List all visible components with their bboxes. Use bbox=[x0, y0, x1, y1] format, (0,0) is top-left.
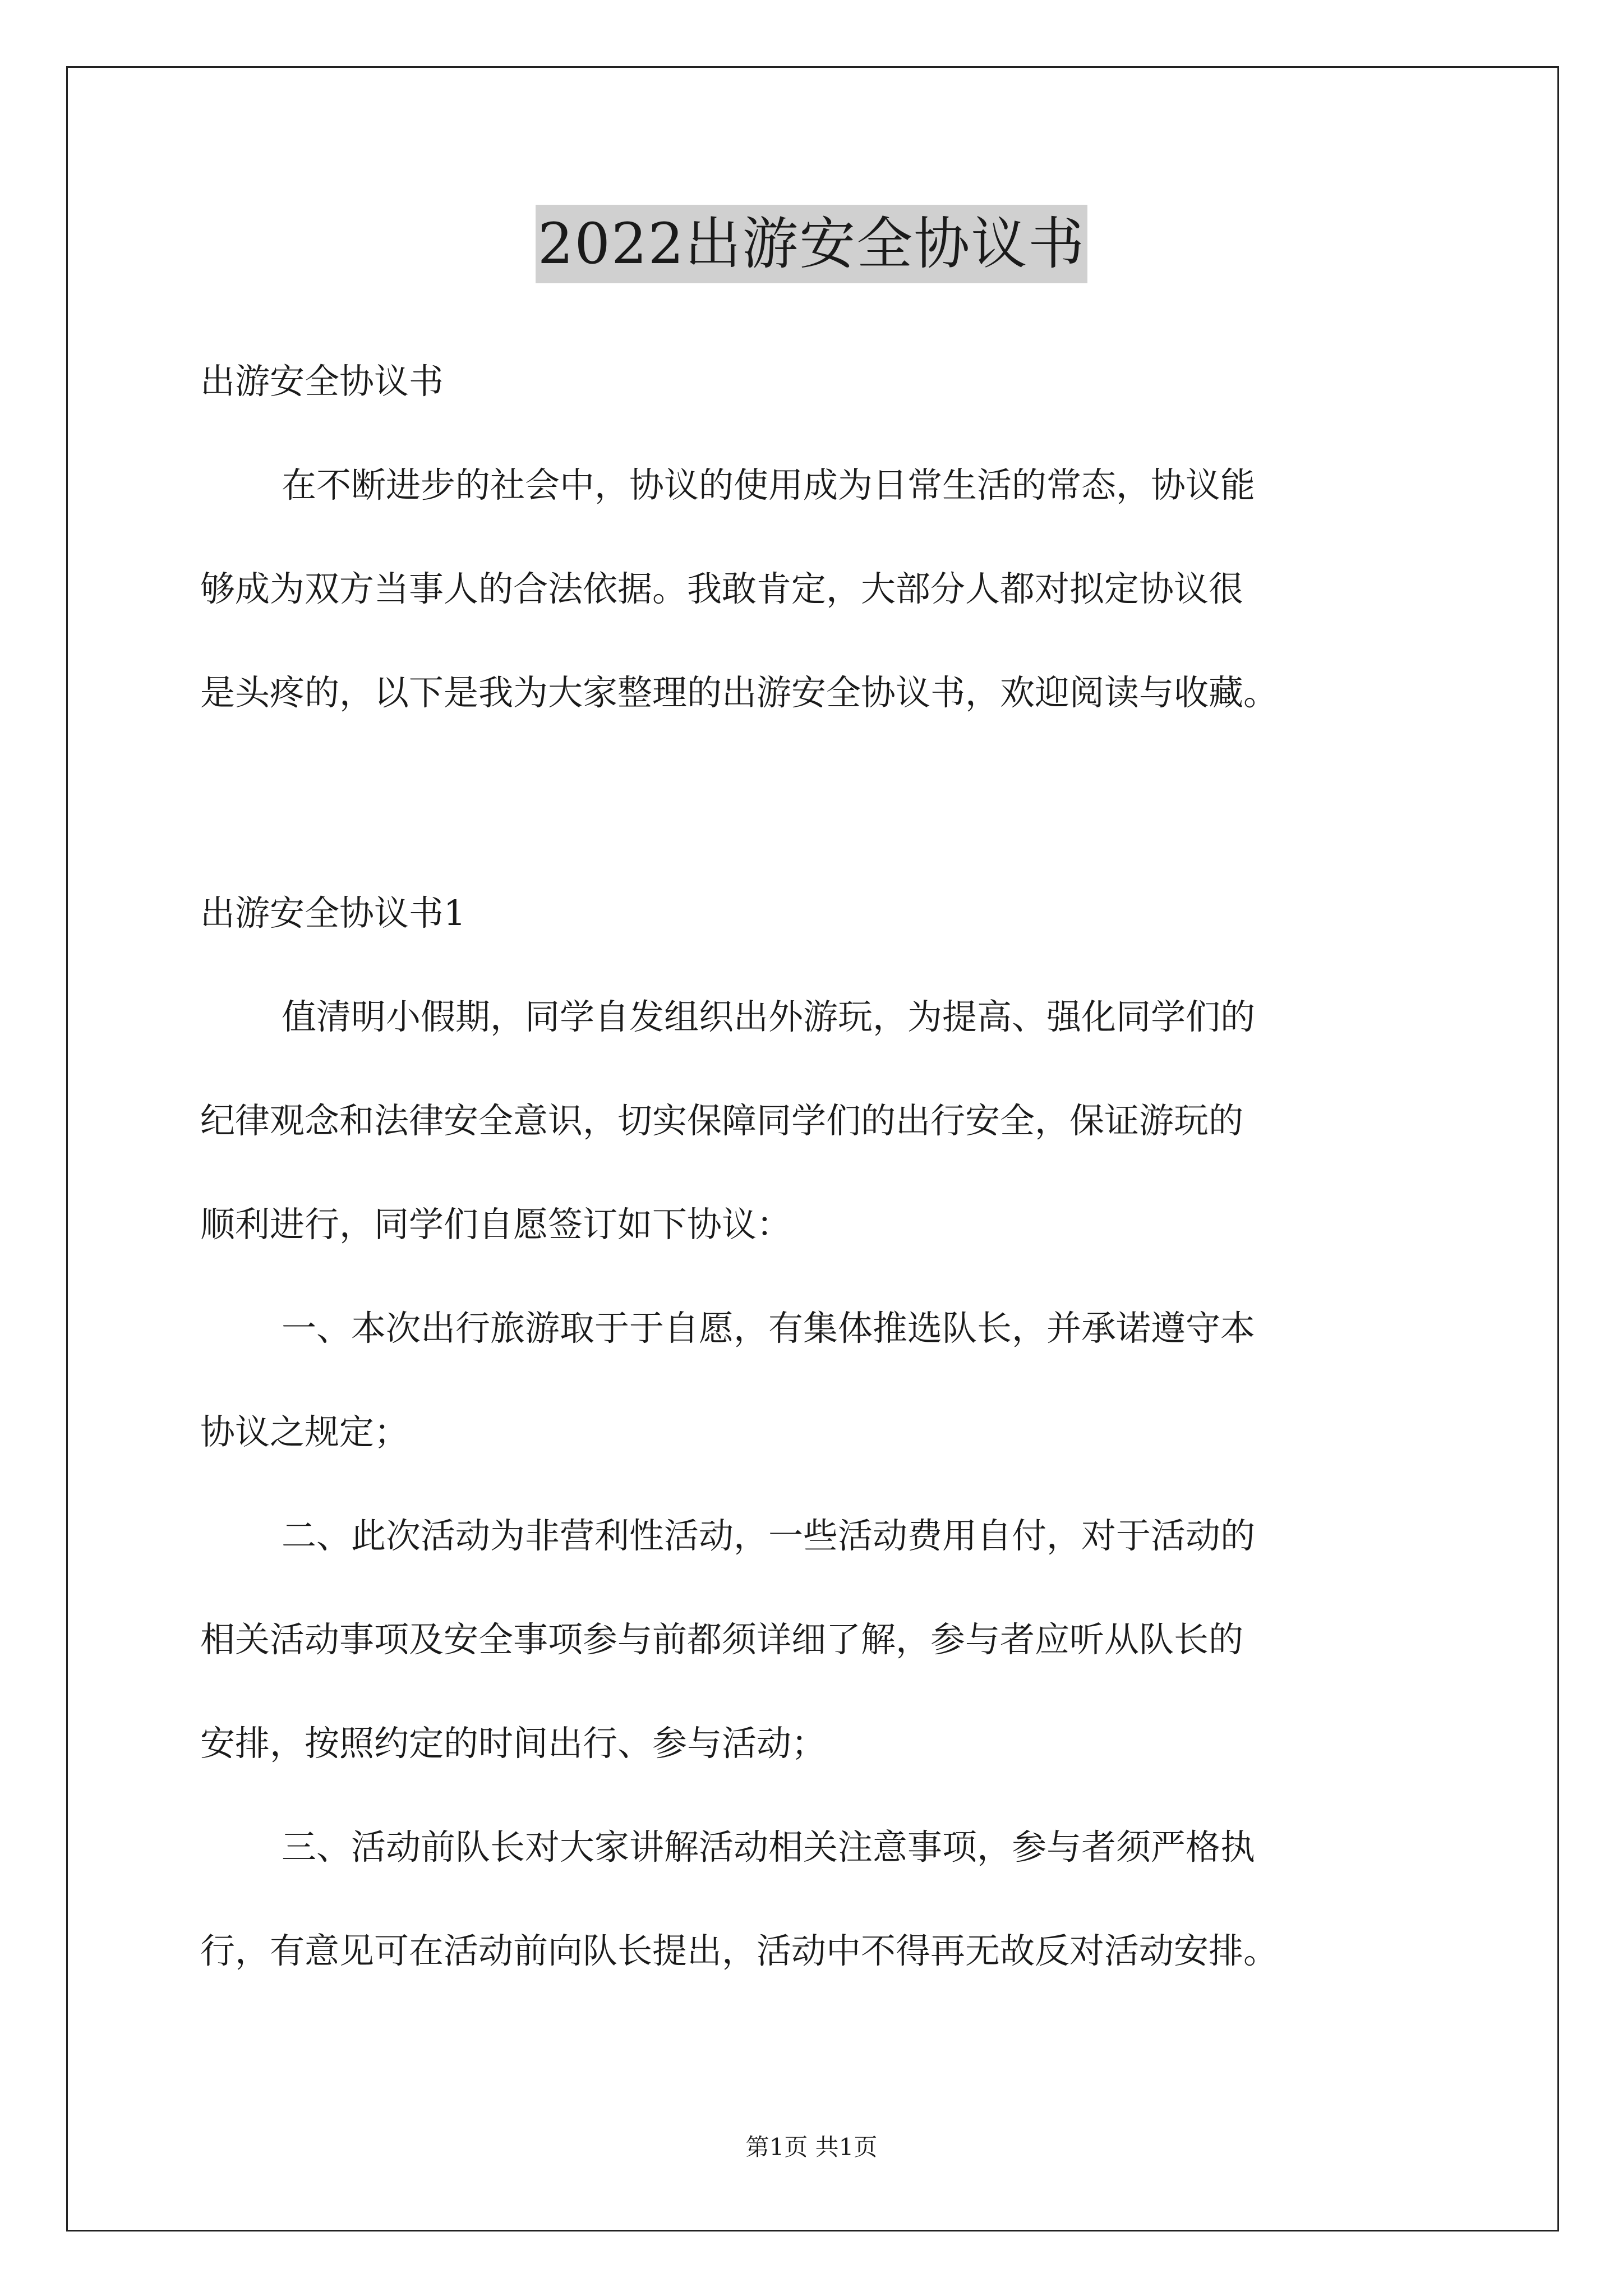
paragraph-line: 顺利进行，同学们自愿签订如下协议： bbox=[200, 1204, 792, 1245]
paragraph-line: 行，有意见可在活动前向队长提出，活动中不得再无故反对活动安排。 bbox=[200, 1930, 1279, 1971]
paragraph-line: 值清明小假期，同学自发组织出外游玩，为提高、强化同学们的 bbox=[282, 996, 1256, 1037]
paragraph-line: 够成为双方当事人的合法依据。我敢肯定，大部分人都对拟定协议很 bbox=[200, 568, 1244, 609]
section-heading: 出游安全协议书1 bbox=[200, 892, 466, 933]
section-heading: 出游安全协议书 bbox=[200, 361, 444, 402]
title-container bbox=[0, 205, 1623, 283]
paragraph-line: 是头疼的，以下是我为大家整理的出游安全协议书，欢迎阅读与收藏。 bbox=[200, 672, 1279, 713]
paragraph-line: 协议之规定； bbox=[200, 1411, 409, 1452]
paragraph-line: 一、本次出行旅游取于于自愿，有集体推选队长，并承诺遵守本 bbox=[282, 1308, 1256, 1349]
page-number-footer: 第1页 共1页 bbox=[745, 2133, 878, 2161]
paragraph-line: 在不断进步的社会中，协议的使用成为日常生活的常态，协议能 bbox=[282, 464, 1256, 505]
paragraph-line: 纪律观念和法律安全意识，切实保障同学们的出行安全，保证游玩的 bbox=[200, 1100, 1244, 1141]
paragraph-line: 三、活动前队长对大家讲解活动相关注意事项，参与者须严格执 bbox=[282, 1826, 1256, 1867]
paragraph-line: 二、此次活动为非营利性活动，一些活动费用自付，对于活动的 bbox=[282, 1515, 1256, 1556]
document-title: 2022出游安全协议书 bbox=[536, 205, 1088, 283]
paragraph-line: 相关活动事项及安全事项参与前都须详细了解，参与者应听从队长的 bbox=[200, 1619, 1244, 1660]
paragraph-line: 安排，按照约定的时间出行、参与活动； bbox=[200, 1723, 827, 1764]
